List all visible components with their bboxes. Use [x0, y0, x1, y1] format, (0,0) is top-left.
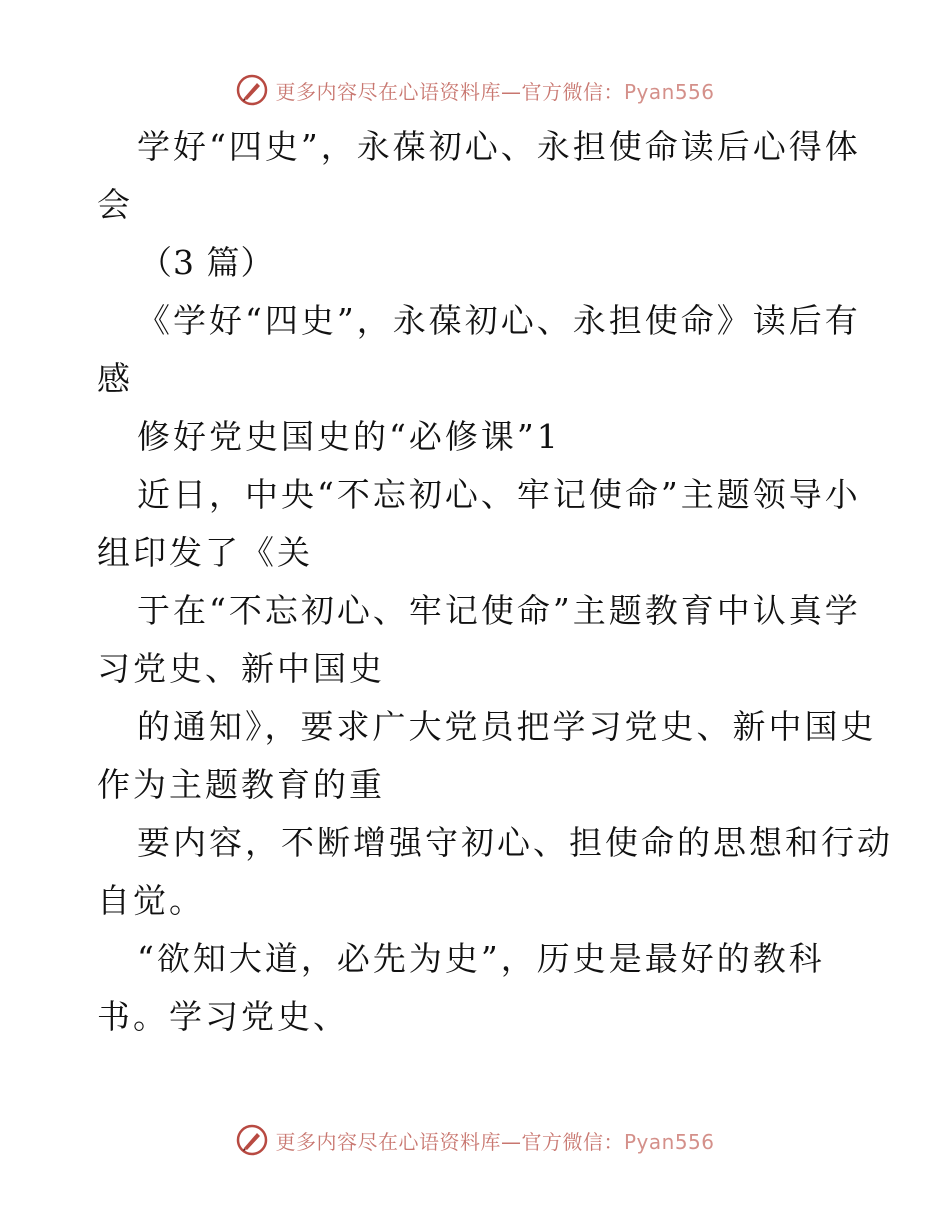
document-body — [97, 118, 893, 1046]
footer-banner-text — [275, 1126, 714, 1155]
footer-banner — [0, 1120, 950, 1160]
header-banner — [0, 70, 950, 110]
footer-wechat-id: Pyan556 — [623, 1129, 715, 1154]
doc-line: 习党史、新中国史 — [97, 649, 385, 688]
header-dash: — — [500, 79, 522, 104]
doc-line: 作为主题教育的重 — [97, 765, 385, 804]
doc-line: 《学好“四史”，永葆初心、永担使命》读后有 — [137, 301, 861, 340]
doc-line: 要内容，不断增强守初心、担使命的思想和行动 — [137, 823, 893, 862]
doc-line: 会 — [97, 185, 133, 224]
pen-logo-icon — [235, 1123, 269, 1157]
header-wechat-id: Pyan556 — [623, 79, 715, 104]
doc-line: “欲知大道，必先为史”，历史是最好的教科 — [137, 939, 825, 978]
footer-dash: — — [500, 1129, 522, 1154]
doc-line: 近日，中央“不忘初心、牢记使命”主题领导小 — [137, 475, 861, 514]
doc-line: 自觉。 — [97, 881, 205, 920]
doc-line: 的通知》，要求广大党员把学习党史、新中国史 — [137, 707, 877, 746]
header-wechat-label: 官方微信： — [521, 79, 624, 104]
doc-line: 学好“四史”，永葆初心、永担使命读后心得体 — [137, 127, 861, 166]
header-banner-text — [275, 76, 714, 105]
footer-wechat-label: 官方微信： — [521, 1129, 624, 1154]
doc-line: （3 篇） — [139, 243, 275, 282]
header-site-name[interactable]: 更多内容尽在心语资料库 — [275, 79, 501, 104]
doc-line: 感 — [97, 359, 133, 398]
doc-line: 于在“不忘初心、牢记使命”主题教育中认真学 — [137, 591, 861, 630]
doc-line: 组印发了《关 — [97, 533, 313, 572]
doc-line: 书。学习党史、 — [97, 997, 349, 1036]
doc-line: 修好党史国史的“必修课”1 — [137, 417, 561, 456]
footer-site-name[interactable]: 更多内容尽在心语资料库 — [275, 1129, 501, 1154]
pen-logo-icon — [235, 73, 269, 107]
